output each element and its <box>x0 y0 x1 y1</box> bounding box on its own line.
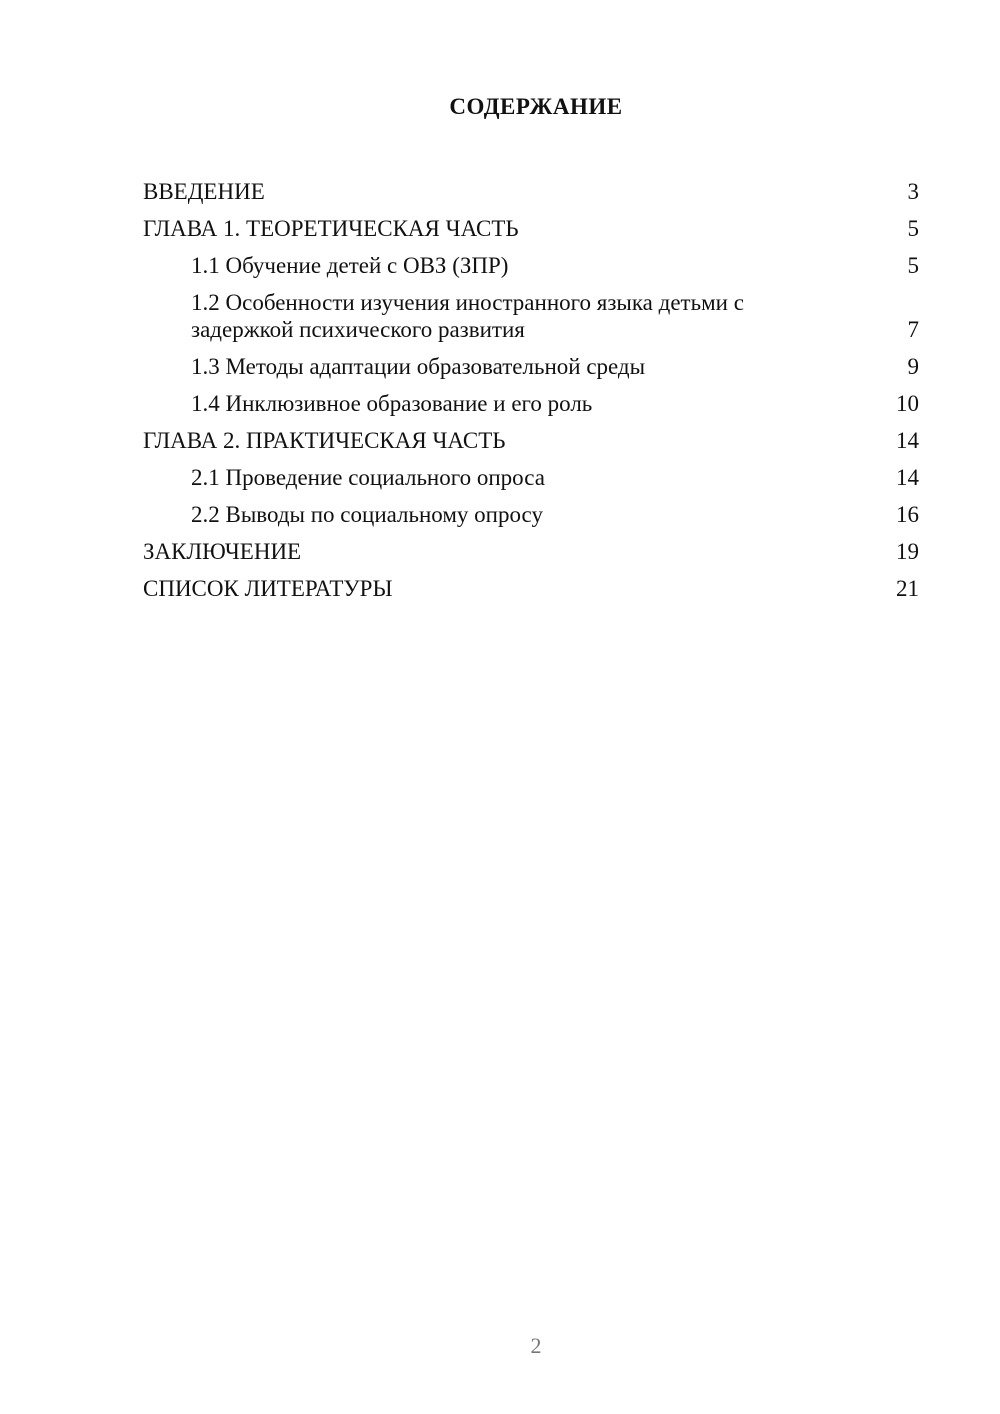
toc-entry-chapter-1 <box>143 205 919 242</box>
page-number: 2 <box>530 1333 542 1358</box>
toc-entry-page: 7 <box>907 317 919 342</box>
toc-entry-page: 21 <box>896 576 919 601</box>
toc-entry-page: 14 <box>896 465 919 490</box>
page-title: СОДЕРЖАНИЕ <box>449 94 623 119</box>
toc-entry-label: 2.1 Проведение социального опроса <box>191 465 545 490</box>
toc-entry-page: 19 <box>896 539 919 564</box>
toc-entry-label: ВВЕДЕНИЕ <box>143 179 265 204</box>
toc-entry-conclusion <box>143 528 919 565</box>
toc-entry-section-1-3 <box>143 343 919 380</box>
toc-entry-introduction <box>143 168 919 205</box>
toc-entry-chapter-2 <box>143 417 919 454</box>
toc-entry-label: СПИСОК ЛИТЕРАТУРЫ <box>143 576 393 601</box>
toc-entry-label: ГЛАВА 1. ТЕОРЕТИЧЕСКАЯ ЧАСТЬ <box>143 216 519 241</box>
toc-entry-section-2-2 <box>143 491 919 528</box>
toc-entry-references <box>143 565 919 602</box>
toc-entry-section-1-2 <box>143 279 919 343</box>
toc-entry-section-1-4 <box>143 380 919 417</box>
toc-entry-page: 5 <box>907 216 919 241</box>
toc-entry-page: 9 <box>907 354 919 379</box>
toc-entry-label: 1.4 Инклюзивное образование и его роль <box>191 391 593 416</box>
toc-entry-page: 14 <box>896 428 919 453</box>
toc-entry-label: ЗАКЛЮЧЕНИЕ <box>143 539 302 564</box>
toc-entry-section-2-1 <box>143 454 919 491</box>
toc-entry-page: 3 <box>907 179 919 204</box>
toc-entry-section-1-1 <box>143 242 919 279</box>
toc-entry-label: 1.2 Особенности изучения иностранного языка детьми с задержкой психического развития <box>191 290 744 342</box>
toc-entry-label: 1.3 Методы адаптации образовательной среды <box>191 354 646 379</box>
table-of-contents <box>143 168 919 602</box>
toc-entry-label: 1.1 Обучение детей с ОВЗ (ЗПР) <box>191 253 509 278</box>
toc-entry-page: 16 <box>896 502 919 527</box>
toc-entry-page: 10 <box>896 391 919 416</box>
toc-entry-label: ГЛАВА 2. ПРАКТИЧЕСКАЯ ЧАСТЬ <box>143 428 506 453</box>
toc-entry-label: 2.2 Выводы по социальному опросу <box>191 502 543 527</box>
toc-entry-page: 5 <box>907 253 919 278</box>
